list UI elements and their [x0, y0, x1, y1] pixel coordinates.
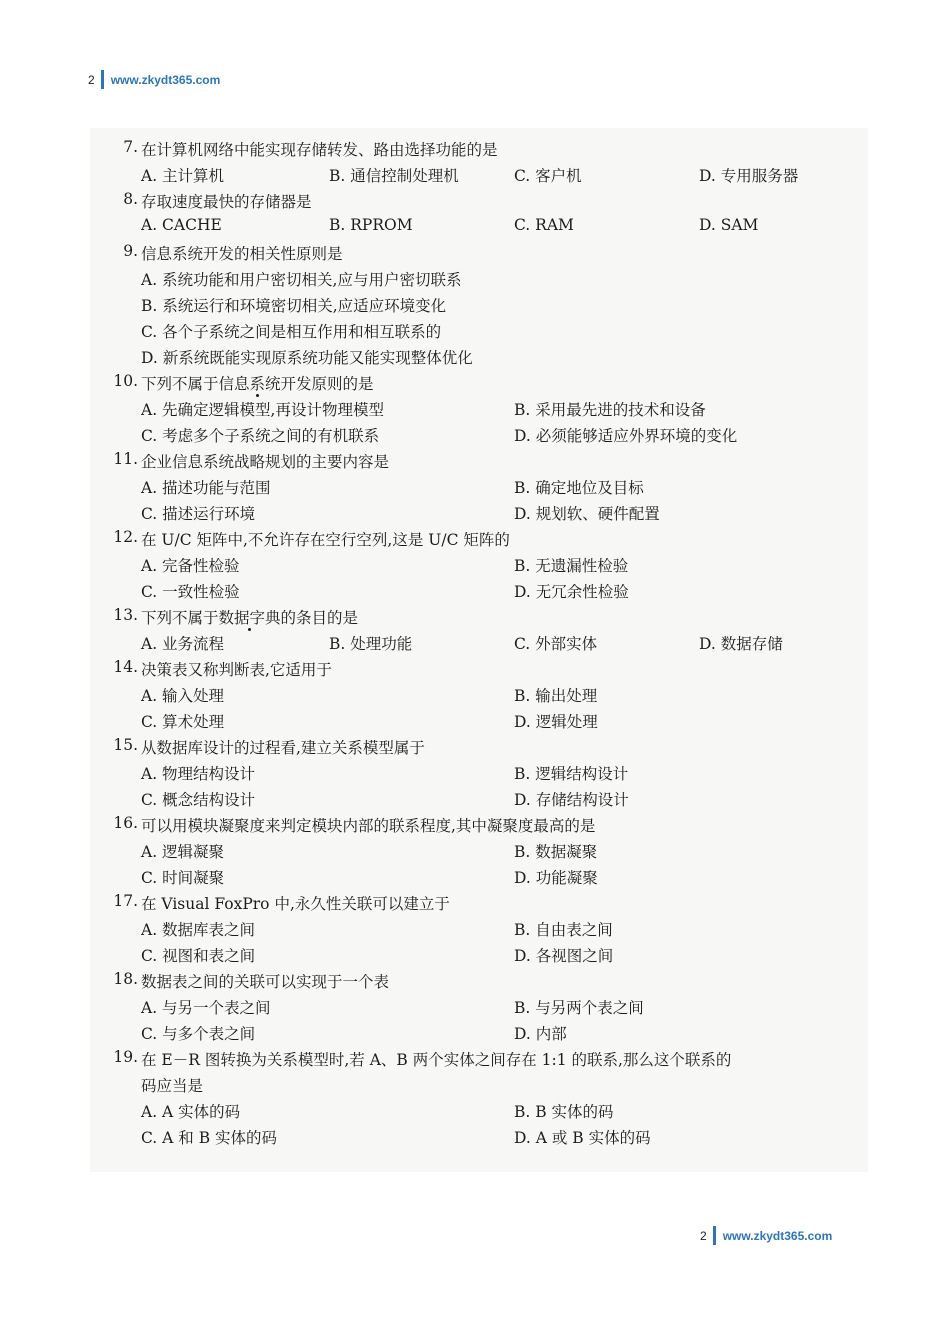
- option-d: D. 内部: [514, 1025, 567, 1043]
- question-14-options-cd: [90, 710, 868, 736]
- page-header: [88, 70, 220, 89]
- question-stem: 决策表又称判断表,它适用于: [141, 661, 332, 679]
- question-9-option-b: [90, 294, 868, 320]
- option-a: A. 主计算机: [141, 167, 225, 185]
- option-b: B. 通信控制处理机: [329, 167, 459, 185]
- question-stem: 下列不属于信息系统开发原则的是: [141, 375, 374, 393]
- question-12-options-cd: [90, 580, 868, 606]
- option-b: B. B 实体的码: [514, 1103, 614, 1121]
- emphasis-not: 不属于: [172, 375, 219, 393]
- option-c: C. 一致性检验: [141, 583, 240, 601]
- question-19-stem: 19. 在 E－R 图转换为关系模型时,若 A、B 两个实体之间存在 1:1 的联系,那么这个联系的: [113, 1048, 732, 1069]
- option-b: B. 数据凝聚: [514, 843, 598, 861]
- option-c: C. 时间凝聚: [141, 869, 225, 887]
- question-17-stem: 17. 在 Visual FoxPro 中,永久性关联可以建立于: [113, 892, 450, 913]
- question-stem: 在 E－R 图转换为关系模型时,若 A、B 两个实体之间存在 1:1 的联系,那么这个联系的: [141, 1051, 732, 1069]
- option-d: D. A 或 B 实体的码: [514, 1129, 651, 1147]
- question-18-options-cd: [90, 1022, 868, 1048]
- option-c: C. 各个子系统之间是相互作用和相互联系的: [141, 323, 442, 341]
- question-16-options-cd: [90, 866, 868, 892]
- question-19-stem-cont: [90, 1074, 868, 1100]
- question-stem: 企业信息系统战略规划的主要内容是: [141, 453, 390, 471]
- question-10-options-ab: [90, 398, 868, 424]
- option-d: D. 数据存储: [699, 635, 783, 653]
- question-7-stem: 7. 在计算机网络中能实现存储转发、路由选择功能的是: [123, 138, 498, 159]
- question-8-options: [90, 216, 868, 242]
- header-divider: [101, 70, 104, 89]
- option-d: D. SAM: [699, 216, 759, 234]
- question-18-options-ab: [90, 996, 868, 1022]
- option-a: A. CACHE: [141, 216, 222, 234]
- question-stem: 在 U/C 矩阵中,不允许存在空行空列,这是 U/C 矩阵的: [141, 531, 510, 549]
- question-13-stem: 13. 下列不属于数据字典的条目的是: [113, 606, 359, 627]
- question-7-options: [90, 164, 868, 190]
- question-17-options-cd: [90, 944, 868, 970]
- question-11-options-ab: [90, 476, 868, 502]
- question-8-stem: 8. 存取速度最快的存储器是: [123, 190, 312, 211]
- question-12-options-ab: [90, 554, 868, 580]
- question-15-stem: 15. 从数据库设计的过程看,建立关系模型属于: [113, 736, 425, 757]
- question-stem-continuation: 码应当是: [141, 1077, 204, 1095]
- question-16-options-ab: [90, 840, 868, 866]
- option-b: B. 无遗漏性检验: [514, 557, 629, 575]
- question-18-stem: 18. 数据表之间的关联可以实现于一个表: [113, 970, 390, 991]
- question-stem: 信息系统开发的相关性原则是: [141, 245, 343, 263]
- page-footer: [700, 1226, 832, 1245]
- question-15-options-cd: [90, 788, 868, 814]
- question-11-stem: 11. 企业信息系统战略规划的主要内容是: [113, 450, 390, 471]
- question-stem: 数据表之间的关联可以实现于一个表: [141, 973, 390, 991]
- option-c: C. 与多个表之间: [141, 1025, 256, 1043]
- question-14-options-ab: [90, 684, 868, 710]
- option-a: A. 输入处理: [141, 687, 225, 705]
- question-9-stem: 9. 信息系统开发的相关性原则是: [123, 242, 343, 263]
- option-c: C. 视图和表之间: [141, 947, 256, 965]
- question-10-stem: 10. 下列不属于信息系统开发原则的是: [113, 372, 374, 393]
- option-a: A. A 实体的码: [141, 1103, 241, 1121]
- site-url: www.zkydt365.com: [722, 1228, 833, 1243]
- option-b: B. 自由表之间: [514, 921, 613, 939]
- question-19-options-ab: [90, 1100, 868, 1126]
- option-a: A. 物理结构设计: [141, 765, 256, 783]
- option-a: A. 系统功能和用户密切相关,应与用户密切联系: [141, 271, 462, 289]
- option-d: D. 无冗余性检验: [514, 583, 629, 601]
- question-stem: 在计算机网络中能实现存储转发、路由选择功能的是: [141, 141, 498, 159]
- question-stem: 可以用模块凝聚度来判定模块内部的联系程度,其中凝聚度最高的是: [141, 817, 596, 835]
- question-11-options-cd: [90, 502, 868, 528]
- option-d: D. 专用服务器: [699, 167, 799, 185]
- option-b: B. 处理功能: [329, 635, 413, 653]
- option-c: C. 描述运行环境: [141, 505, 256, 523]
- question-14-stem: 14. 决策表又称判断表,它适用于: [113, 658, 332, 679]
- page-number: 2: [700, 1228, 707, 1243]
- question-9-option-a: [90, 268, 868, 294]
- site-url: www.zkydt365.com: [110, 72, 221, 87]
- option-b: B. 与另两个表之间: [514, 999, 644, 1017]
- option-c: C. A 和 B 实体的码: [141, 1129, 278, 1147]
- option-b: B. RPROM: [329, 216, 413, 234]
- option-c: C. 外部实体: [514, 635, 598, 653]
- scanned-exam-page: [90, 128, 868, 1172]
- option-b: B. 逻辑结构设计: [514, 765, 629, 783]
- question-stem: 存取速度最快的存储器是: [141, 193, 312, 211]
- option-d: D. 功能凝聚: [514, 869, 598, 887]
- option-d: D. 逻辑处理: [514, 713, 598, 731]
- option-d: D. 存储结构设计: [514, 791, 629, 809]
- question-13-options: [90, 632, 868, 658]
- option-d: D. 必须能够适应外界环境的变化: [514, 427, 738, 445]
- question-19-options-cd: [90, 1126, 868, 1152]
- option-a: A. 完备性检验: [141, 557, 240, 575]
- footer-divider: [713, 1226, 716, 1245]
- option-c: C. RAM: [514, 216, 574, 234]
- option-c: C. 概念结构设计: [141, 791, 256, 809]
- option-a: A. 逻辑凝聚: [141, 843, 225, 861]
- option-b: B. 系统运行和环境密切相关,应适应环境变化: [141, 297, 447, 315]
- question-stem: 从数据库设计的过程看,建立关系模型属于: [141, 739, 425, 757]
- option-d: D. 规划软、硬件配置: [514, 505, 660, 523]
- option-d: D. 新系统既能实现原系统功能又能实现整体优化: [141, 349, 473, 367]
- option-b: B. 采用最先进的技术和设备: [514, 401, 706, 419]
- question-stem: 在 Visual FoxPro 中,永久性关联可以建立于: [141, 895, 450, 913]
- question-16-stem: 16. 可以用模块凝聚度来判定模块内部的联系程度,其中凝聚度最高的是: [113, 814, 596, 835]
- option-a: A. 与另一个表之间: [141, 999, 271, 1017]
- option-b: B. 输出处理: [514, 687, 598, 705]
- option-d: D. 各视图之间: [514, 947, 614, 965]
- question-17-options-ab: [90, 918, 868, 944]
- question-stem: 下列不属于数据字典的条目的是: [141, 609, 359, 627]
- question-10-options-cd: [90, 424, 868, 450]
- page-number: 2: [88, 72, 95, 87]
- question-9-option-d: [90, 346, 868, 372]
- option-b: B. 确定地位及目标: [514, 479, 644, 497]
- option-c: C. 客户机: [514, 167, 582, 185]
- option-c: C. 考虑多个子系统之间的有机联系: [141, 427, 380, 445]
- option-a: A. 描述功能与范围: [141, 479, 271, 497]
- option-a: A. 先确定逻辑模型,再设计物理模型: [141, 401, 384, 419]
- option-c: C. 算术处理: [141, 713, 225, 731]
- question-9-option-c: [90, 320, 868, 346]
- option-a: A. 数据库表之间: [141, 921, 256, 939]
- option-a: A. 业务流程: [141, 635, 225, 653]
- emphasis-not: 不属于: [172, 609, 219, 627]
- question-12-stem: 12. 在 U/C 矩阵中,不允许存在空行空列,这是 U/C 矩阵的: [113, 528, 510, 549]
- question-15-options-ab: [90, 762, 868, 788]
